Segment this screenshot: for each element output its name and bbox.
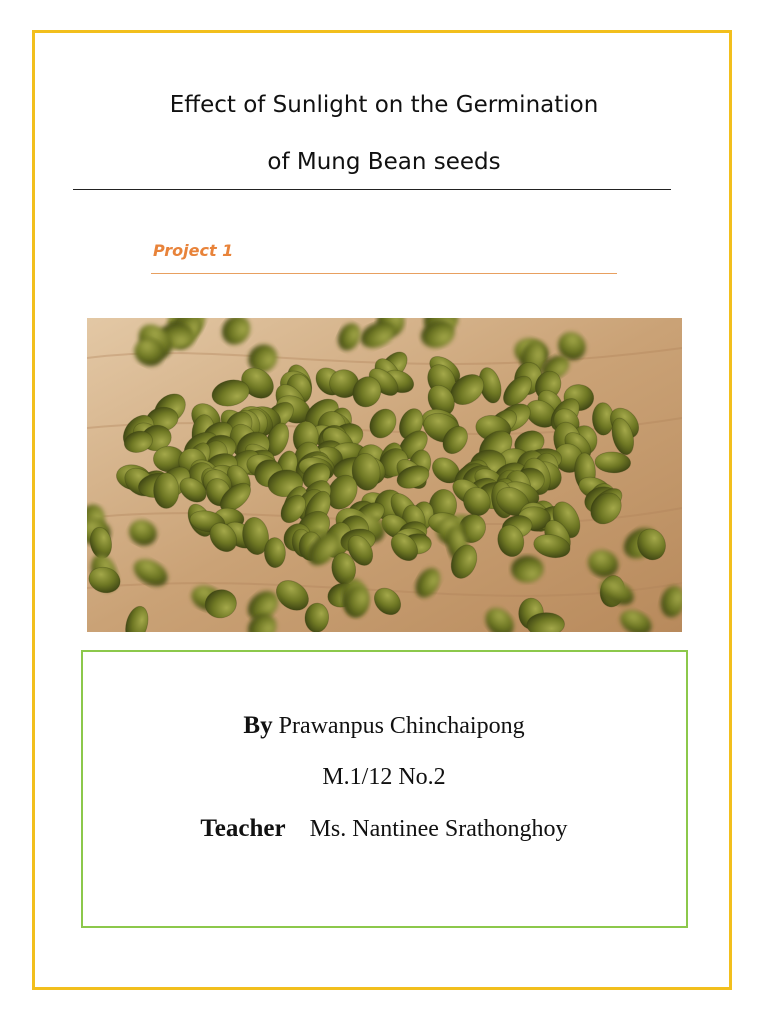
title-line-2: of Mung Bean seeds — [267, 149, 501, 175]
teacher-name: Ms. Nantinee Srathonghoy — [309, 816, 568, 842]
project-underline — [151, 273, 617, 274]
title-line-1: Effect of Sunlight on the Germination — [169, 92, 599, 118]
mung-bean — [154, 473, 179, 509]
author-line — [0, 712, 768, 740]
author-name: Prawanpus Chinchaipong — [278, 713, 525, 739]
teacher-line — [0, 815, 768, 843]
teacher-label: Teacher — [200, 815, 286, 842]
class-info: M.1/12 No.2 — [322, 764, 446, 790]
by-label: By — [243, 712, 273, 739]
title-underline — [73, 189, 671, 190]
project-label: Project 1 — [153, 241, 234, 260]
mung-bean-photo — [87, 318, 682, 632]
